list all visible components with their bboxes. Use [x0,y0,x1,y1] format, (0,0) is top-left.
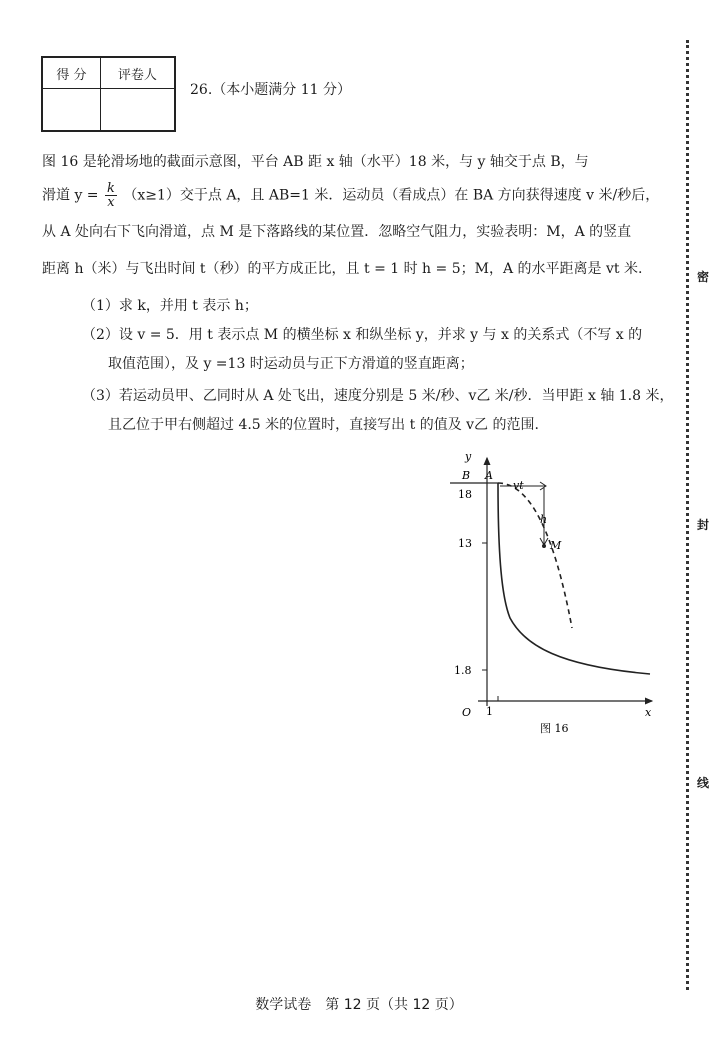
trajectory-curve [498,483,572,628]
binding-char-mi: 密 [697,270,710,284]
question-part-3: （3）若运动员甲、乙同时从 A 处飞出，速度分别是 5 米/秒、v乙 米/秒．当甲距 x 轴 1.8 米， [82,388,674,404]
x-axis-label: x [645,706,652,719]
score-label: 得 分 [42,57,100,89]
question-part-3-cont: 且乙位于甲右侧超过 4.5 米的位置时，直接写出 t 的值及 v乙 的范围. [108,417,539,433]
slide-curve [498,483,650,674]
vt-label: vt [513,479,524,492]
fraction-denominator: x [107,195,115,210]
binding-dotted-line [686,40,689,990]
intro-line-2 [42,182,662,209]
y-axis-label: y [465,450,472,463]
figure-16 [440,448,670,738]
grader-cell[interactable] [100,89,175,132]
intro-line-4: 距离 h（米）与飞出时间 t（秒）的平方成正比，且 t = 1 时 h = 5；M，A 的水平距离是 vt 米. [42,261,643,277]
question-part-2: （2）设 v = 5．用 t 表示点 M 的横坐标 x 和纵坐标 y，并求 y 与 x 的关系式（不写 x 的 [82,327,643,343]
fraction-numerator: k [107,181,115,196]
point-b-label: B [462,469,471,482]
intro-line-1: 图 16 是轮滑场地的截面示意图，平台 AB 距 x 轴（水平）18 米，与 y 轴交于点 B，与 [42,154,589,170]
intro-line-2-pre: 滑道 y = [42,187,99,204]
fraction-k-over-x [105,182,117,209]
binding-char-xian: 线 [697,776,710,790]
h-label: h [540,513,548,526]
question-header: 26.（本小题满分 11 分） [190,82,351,98]
figure-caption: 图 16 [540,722,569,735]
grader-label: 评卷人 [100,57,175,89]
tick-1-label: 1 [486,705,493,718]
point-m [542,544,546,548]
tick-18-label: 18 [458,488,472,501]
intro-line-3: 从 A 处向右下飞向滑道，点 M 是下落路线的某位置．忽略空气阻力，实验表明：M，A 的竖直 [42,224,632,240]
point-a-label: A [485,469,493,482]
intro-line-2-post: （x≥1）交于点 A，且 AB=1 米．运动员（看成点）在 BA 方向获得速度 v 米/秒后， [123,187,660,204]
point-m-label: M [550,539,562,552]
score-table [41,56,176,132]
score-cell[interactable] [42,89,100,132]
tick-13-label: 13 [458,537,472,550]
page-footer: 数学试卷 第 12 页（共 12 页） [255,997,463,1013]
binding-char-feng: 封 [697,518,710,532]
tick-1-8-label: 1.8 [454,664,472,677]
origin-label: O [462,706,472,719]
question-part-1: （1）求 k，并用 t 表示 h； [82,298,258,314]
question-part-2-cont: 取值范围），及 y =13 时运动员与正下方滑道的竖直距离； [108,356,474,372]
